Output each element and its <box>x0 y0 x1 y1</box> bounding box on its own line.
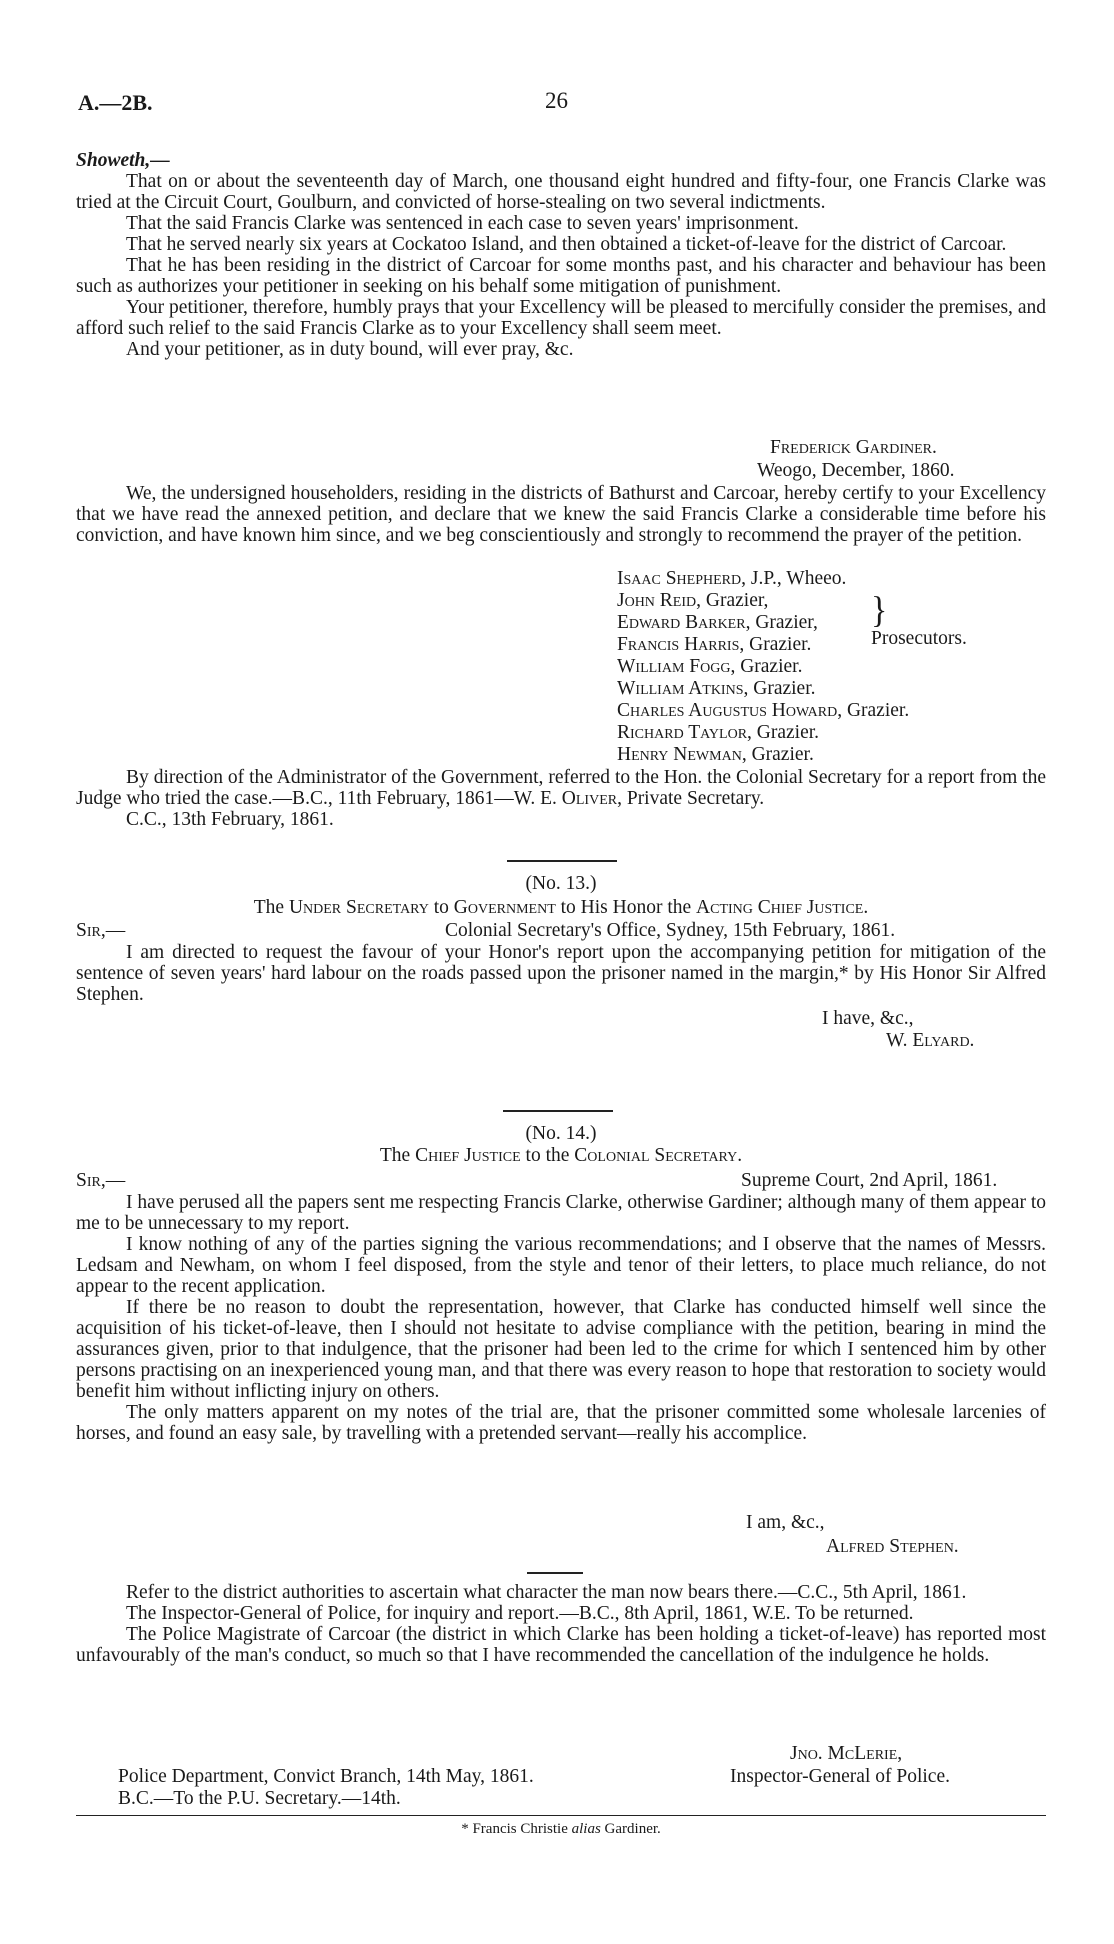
section-divider <box>527 1572 583 1574</box>
petition-paragraph: That on or about the seventeenth day of March, one thousand eight hundred and fifty-four, one Francis Clarke was tried at the Circuit Court, Goulburn, and convicted of horse-stealing on two several indictments. <box>76 171 1046 213</box>
cc-line: C.C., 13th February, 1861. <box>126 809 334 830</box>
signer: Francis Harris, Grazier. <box>617 634 812 655</box>
no14-paragraph: If there be no reason to doubt the representation, however, that Clarke has conducted himself well since the acquisition of his ticket-of-leave, then I should not hesitate to advise compliance with the petition, bearing in mind the assurances given, prior to that indulgence, that the prisoner had been led to the crime for which I sentenced him by other persons practising on an inexperienced young man, and that there was every reason to hope that restoration to society would benefit him without inflicting injury on others. <box>76 1297 1046 1402</box>
no14-salutation: Sir,— <box>76 1170 126 1191</box>
minute-paragraph: The Police Magistrate of Carcoar (the district in which Clarke has been holding a ticket-of-leave) has reported most unfavourably of the man's conduct, so much so that I have recommended the cancellation of the indulgence he holds. <box>76 1624 1046 1666</box>
no13-body-text: I am directed to request the favour of your Honor's report upon the accompanying petition for mitigation of the sentence of seven years' hard labour on the roads passed upon the prisoner named in the margin,* by His Honor Sir Alfred Stephen. <box>76 942 1046 1005</box>
minute-paragraph: Refer to the district authorities to ascertain what character the man now bears there.—C.C., 5th April, 1861. <box>126 1582 967 1603</box>
petition-signature: Frederick Gardiner. <box>770 437 937 458</box>
no14-closing: I am, &c., <box>746 1512 825 1533</box>
prosecutors-bracket <box>871 590 967 650</box>
petition-paragraph: Your petitioner, therefore, humbly prays that your Excellency will be pleased to mercifully consider the premises, and afford such relief to the said Francis Clarke as to your Excellency shall seem meet. <box>76 297 1046 339</box>
no14-signature: Alfred Stephen. <box>826 1536 959 1557</box>
petition-paragraph: And your petitioner, as in duty bound, will ever pray, &c. <box>126 339 574 360</box>
petition-paragraph: That the said Francis Clarke was sentenced in each case to seven years' imprisonment. <box>126 213 799 234</box>
signer: Edward Barker, Grazier, <box>617 612 818 633</box>
showeth-heading: Showeth,— <box>76 150 170 171</box>
certificate <box>76 483 1046 546</box>
bc-line: B.C.—To the P.U. Secretary.—14th. <box>118 1788 401 1809</box>
signer: Charles Augustus Howard, Grazier. <box>617 700 910 721</box>
direction-minute <box>76 767 1046 830</box>
section-divider <box>503 1110 613 1112</box>
page-number: 26 <box>545 88 568 113</box>
signer: William Fogg, Grazier. <box>617 656 803 677</box>
no13-number: (No. 13.) <box>525 873 597 894</box>
no14-body <box>76 1192 1046 1444</box>
signer: John Reid, Grazier, <box>617 590 769 611</box>
no14-place-date: Supreme Court, 2nd April, 1861. <box>741 1170 998 1191</box>
no14-paragraph: The only matters apparent on my notes of the trial are, that the prisoner committed some wholesale larcenies of horses, and found an easy sale, by travelling with a pretended servant—really his accomplice. <box>76 1402 1046 1444</box>
no14-title: The Chief Justice to the Colonial Secretary. <box>379 1145 743 1166</box>
signer: Henry Newman, Grazier. <box>617 744 814 765</box>
no13-title: The Under Secretary to Government to His Honor the Acting Chief Justice. <box>253 897 869 918</box>
footnote: * Francis Christie alias Gardiner. <box>461 1821 661 1837</box>
no13-body <box>76 942 1046 1005</box>
petition-paragraph: That he served nearly six years at Cockatoo Island, and then obtained a ticket-of-leave for the district of Carcoar. <box>126 234 1007 255</box>
no13-place-date: Colonial Secretary's Office, Sydney, 15th February, 1861. <box>445 920 896 941</box>
minutes <box>76 1582 1046 1666</box>
petition <box>76 150 1046 360</box>
brace-icon: } <box>871 590 888 631</box>
signer: Isaac Shepherd, J.P., Wheeo. <box>617 568 847 589</box>
no13-salutation: Sir,— <box>76 920 126 941</box>
prosecutors-label: Prosecutors. <box>871 628 967 649</box>
petition-place-date: Weogo, December, 1860. <box>757 460 955 481</box>
minutes-signature-name: Jno. McLerie, <box>790 1743 903 1764</box>
no13-closing: I have, &c., <box>822 1008 914 1029</box>
signer: Richard Taylor, Grazier. <box>617 722 820 743</box>
certificate-text: We, the undersigned householders, residing in the districts of Bathurst and Carcoar, hereby certify to your Excellency that we have read the annexed petition, and declare that we knew the said Francis Clarke a considerable time before his conviction, and have known him since, and we beg conscientiously and strongly to recommend the prayer of the petition. <box>76 483 1046 546</box>
minutes-signature-title: Inspector-General of Police. <box>730 1766 950 1787</box>
no14-paragraph: I know nothing of any of the parties signing the various recommendations; and I observe that the names of Messrs. Ledsam and Newham, on whom I feel disposed, from the style and tenor of their letters, to place much reliance, do not appear to the recent application. <box>76 1234 1046 1297</box>
petition-paragraph: That he has been residing in the district of Carcoar for some months past, and his character and behaviour has been such as authorizes your petitioner in seeking on his behalf some mitigation of punishment. <box>76 255 1046 297</box>
police-department-line: Police Department, Convict Branch, 14th May, 1861. <box>118 1766 534 1787</box>
footnote-rule <box>76 1815 1046 1816</box>
signer: William Atkins, Grazier. <box>617 678 816 699</box>
document-reference: A.—2B. <box>78 90 153 115</box>
no14-number: (No. 14.) <box>525 1123 597 1144</box>
no13-signature: W. Elyard. <box>886 1030 975 1051</box>
signers-list <box>617 568 967 766</box>
minute-paragraph: The Inspector-General of Police, for inquiry and report.—B.C., 8th April, 1861, W.E. To be returned. <box>126 1603 914 1624</box>
no14-paragraph: I have perused all the papers sent me respecting Francis Clarke, otherwise Gardiner; although many of them appear to me to be unnecessary to my report. <box>76 1192 1046 1234</box>
direction-text: By direction of the Administrator of the Government, referred to the Hon. the Colonial Secretary for a report from the Judge who tried the case.—B.C., 11th February, 1861—W. E. Oliver, Private Secretary. <box>76 767 1046 809</box>
section-divider <box>507 860 617 862</box>
